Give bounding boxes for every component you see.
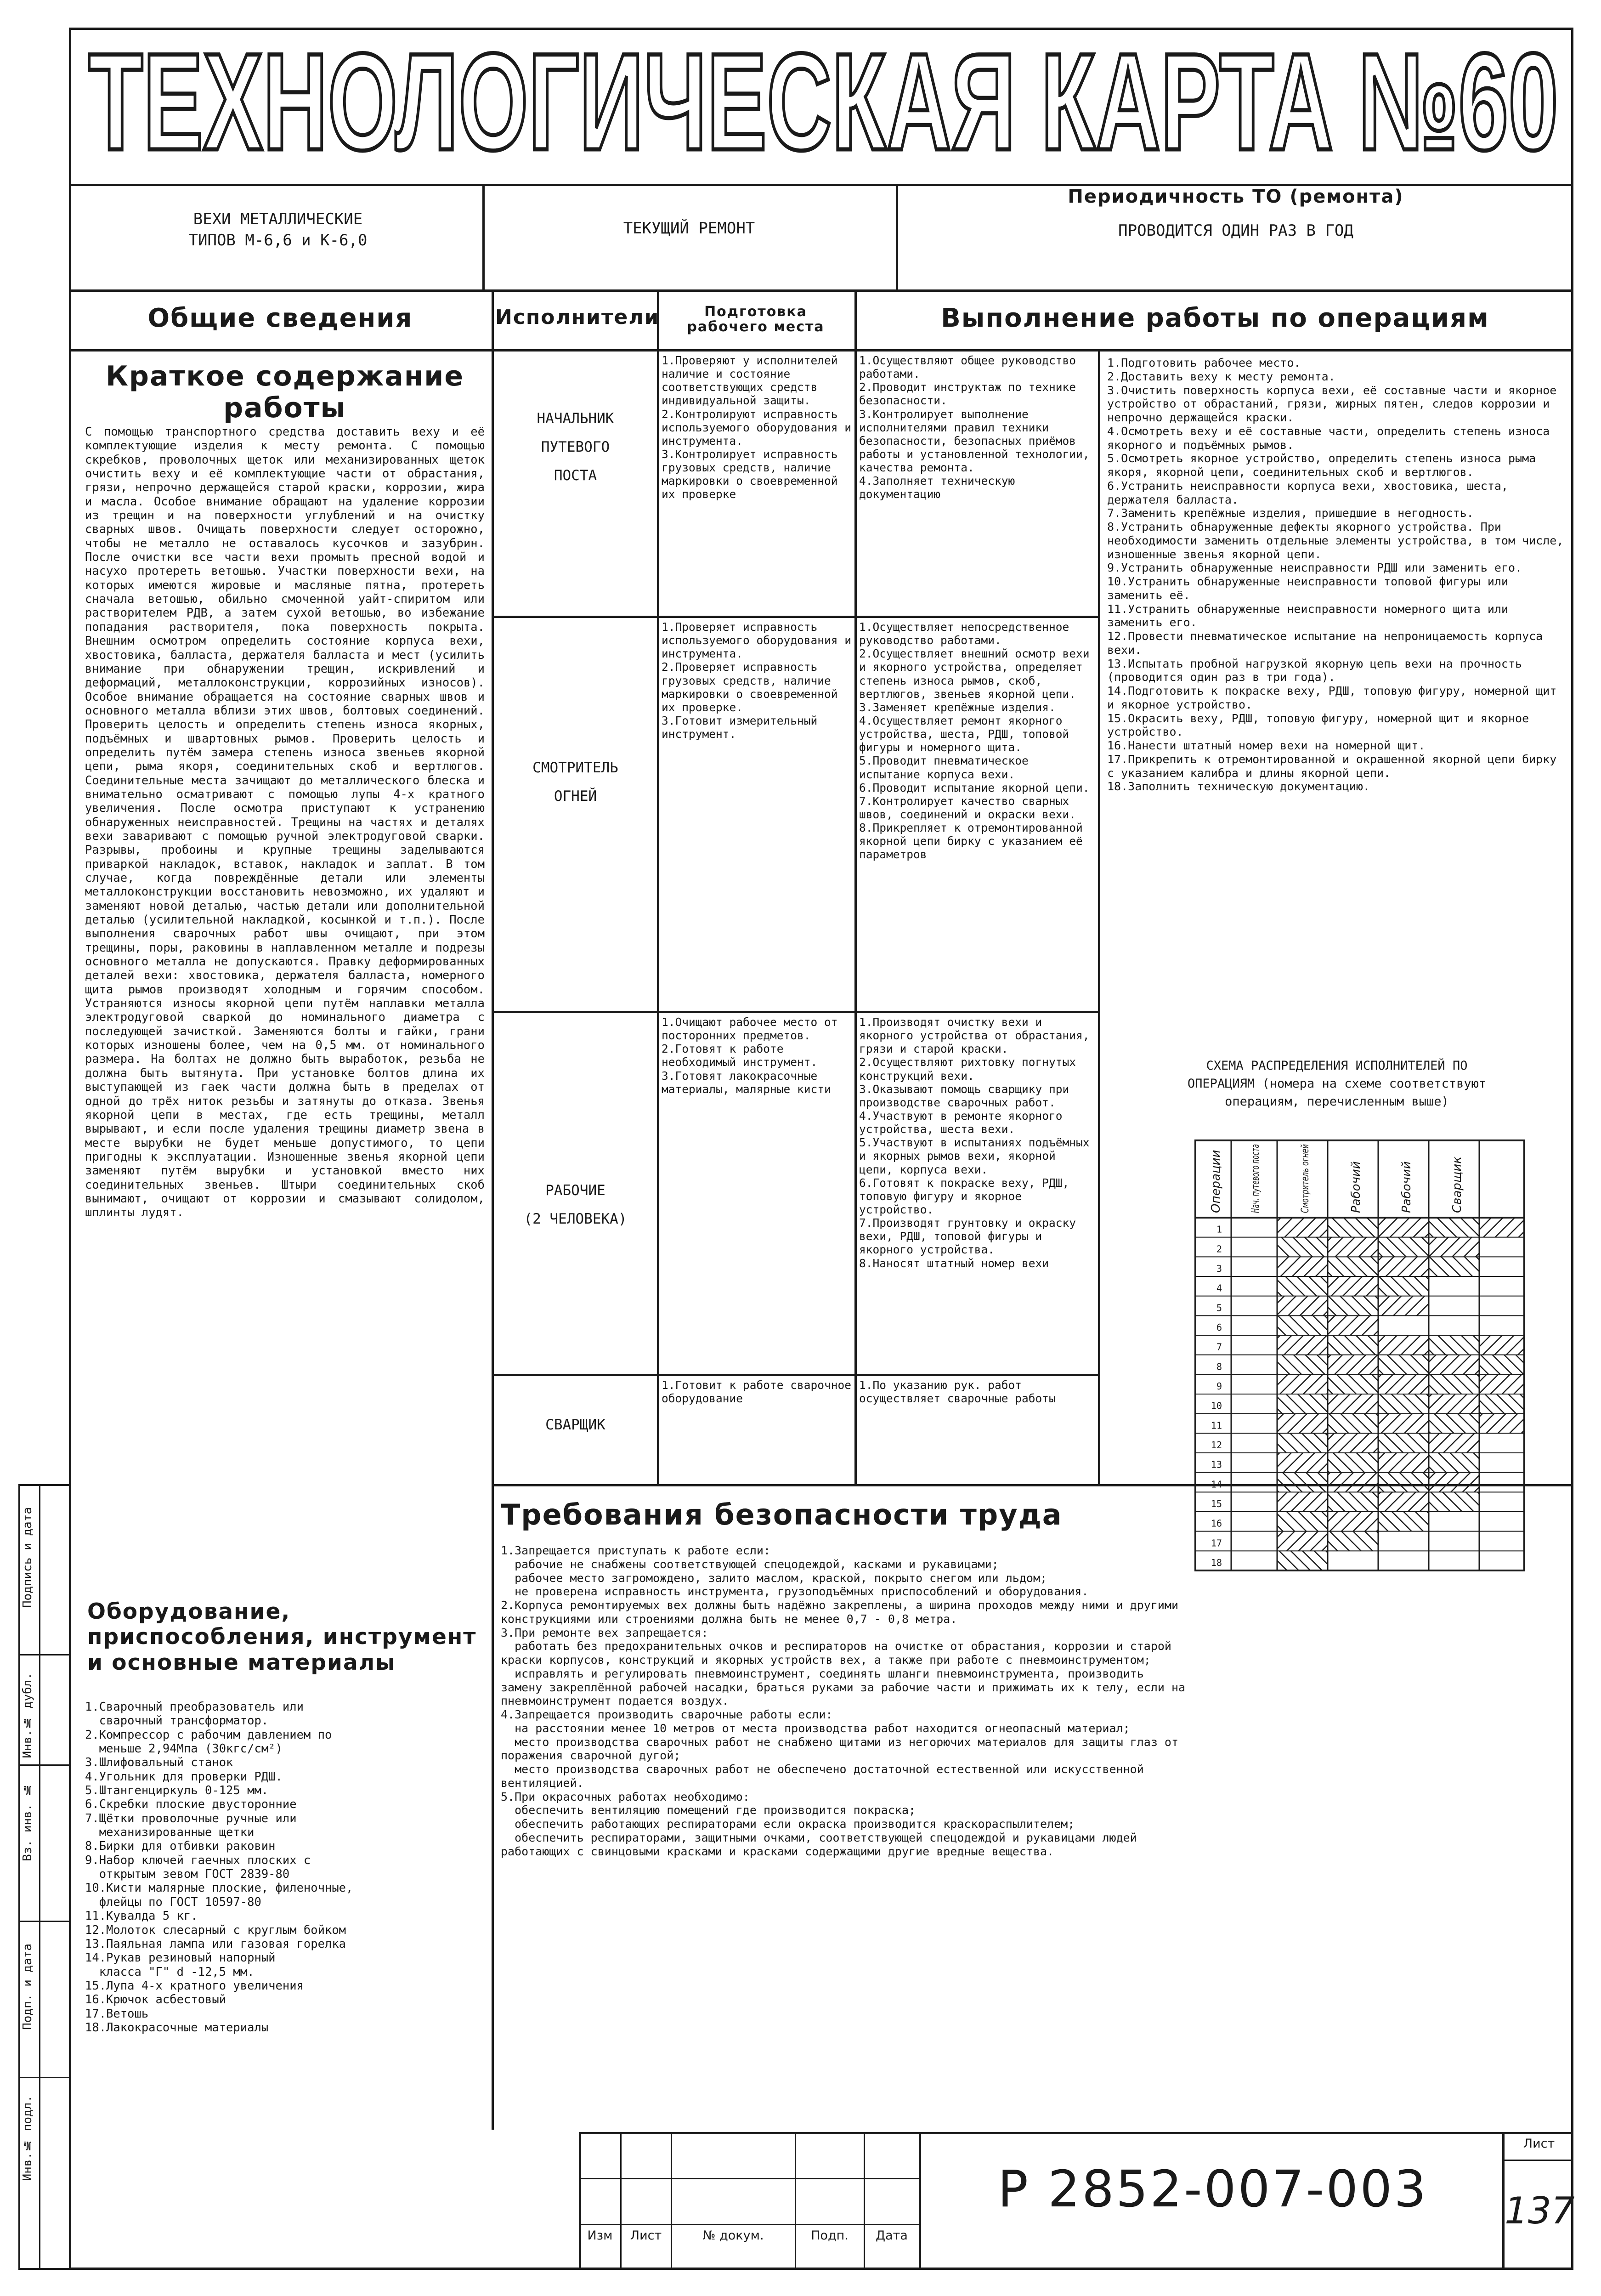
divider — [854, 289, 857, 1484]
page-title: ТЕХНОЛОГИЧЕСКАЯ КАРТА №60 — [88, 24, 1559, 179]
scheme-row-number: 6 — [1216, 1322, 1222, 1333]
operations-list: 1.Подготовить рабочее место. 2.Доставить веху к месту ремонта. 3.Очистить поверхность корпуса вехи, её составные части и якорное устройство от обрастаний, грязи, жирных пятен, следов коррозии и непрочно держащейся краски. 4.Осмотреть веху и её составные части, определить степень износа якорного и подъёмных рымов. 5.Осмотреть якорное устройство, определить степень износа рыма якоря, якорной цепи, соединительных скоб и вертлюгов. 6.Устранить неисправности корпуса вехи, хвостовика, шеста, держателя балласта. 7.Заменить крепёжные изделия, пришедшие в негодность. 8.Устранить обнаруженные дефекты якорного устройства. При необходимости заменить отдельные элементы устройства, в том числе, изношенные звенья якорной цепи. 9.Устранить обнаруженные неисправности РДШ или заменить его. 10.Устранить обнаруженные неисправности топовой фигуры или заменить её. 11.Устранить обнаруженные неисправности номерного щита или заменить его. 12.Провести пневматическое испытание на непроницаемость корпуса вехи. 13.Испытать пробной нагрузкой якорную цепь вехи на прочность (проводится один раз в три года). 14.Подготовить к покраске веху, РДШ, топовую фигуру, номерной щит и якорное устройство. 15.Окрасить веху, РДШ, топовую фигуру, номерной щит и якорное устройство. 16.Нанести штатный номер вехи на номерной щит. 17.Прикрепить к отремонтированной и окрашенной якорной цепи бирку с указанием калибра и длины якорной цепи. 18.Заполнить техническую документацию. — [1107, 356, 1564, 794]
scheme-row-number: 11 — [1211, 1420, 1222, 1431]
scheme-cell — [1378, 1237, 1429, 1257]
scheme-row-number: 14 — [1211, 1479, 1222, 1490]
divider — [492, 1374, 1098, 1376]
side-stamp-label: Инв.№ дубл. — [21, 1672, 34, 1758]
scheme-col-header: Рабочий — [1349, 1161, 1363, 1213]
scheme-row-number: 3 — [1216, 1263, 1222, 1274]
divider — [39, 1484, 40, 2270]
performer-role: СВАРЩИК — [545, 1417, 605, 1433]
performers-header: Исполнители — [495, 306, 660, 329]
scheme-cell — [1378, 1335, 1429, 1355]
scheme-row-number: 10 — [1211, 1400, 1222, 1412]
scheme-row-number: 13 — [1211, 1459, 1222, 1470]
scheme-cell — [1378, 1257, 1429, 1276]
scheme-col-header: Операции — [1209, 1150, 1223, 1213]
scheme-row-number: 15 — [1211, 1498, 1222, 1509]
scheme-cell — [1277, 1237, 1328, 1257]
preparation-header: Подготовка рабочего места — [687, 304, 825, 335]
scheme-cell — [1328, 1237, 1378, 1257]
scheme-cell — [1328, 1473, 1378, 1492]
periodicity-value: ПРОВОДИТСЯ ОДИН РАЗ В ГОД — [1118, 221, 1353, 240]
stamp-cell: Лист — [630, 2228, 662, 2243]
divider — [69, 349, 1573, 351]
scheme-cell — [1429, 1355, 1479, 1375]
divider — [579, 2132, 1573, 2134]
scheme-cell — [1328, 1531, 1378, 1551]
performer-exec: 1.По указанию рук. работ осуществляет сварочные работы — [859, 1378, 1056, 1406]
scheme-cell — [1277, 1335, 1328, 1355]
scheme-row-number: 17 — [1211, 1537, 1222, 1549]
side-stamp-label: Инв.№ подл. — [21, 2095, 34, 2181]
scheme-cell — [1277, 1473, 1328, 1492]
scheme-cell — [1277, 1414, 1328, 1434]
object-name: ВЕХИ МЕТАЛЛИЧЕСКИЕ ТИПОВ М-6,6 и К-6,0 — [188, 210, 368, 249]
scheme-cell — [1277, 1433, 1328, 1453]
performer-role: РАБОЧИЕ (2 ЧЕЛОВЕКА) — [524, 1182, 627, 1227]
scheme-cell — [1378, 1276, 1429, 1296]
performer-prep: 1.Проверяет исправность используемого оборудования и инструмента. 2.Проверяет исправность грузовых средств, наличие маркировки о своевременной их проверке. 3.Готовит измерительный инструмент. — [662, 620, 852, 741]
safety-text: 1.Запрещается приступать к работе если: рабочие не снабжены соответствующей спецодеждой, касками и рукавицами; рабочее место загромождено, залито маслом, краской, покрыто снегом или льдом; не проверена исправность инструмента, грузоподъёмных приспособлений и оборудования. 2.Корпуса ремонтируемых вех должны быть надёжно закреплены, а ширина проходов между ними и другими конструкциями или строениями должна быть не менее 0,7 - 0,8 метра. 3.При ремонте вех запрещается: работать без предохранительных очков и респираторов на очистке от обрастания, коррозии и старой краски корпусов, конструкций и якорных устройств вех, а также при работе с пневмоинструментом; исправлять и регулировать пневмоинструмент, соединять шланги пневмоинструмента, производить замену закреплённой рабочей насадки, браться руками за рабочие части и прижимать их к телу, если на пневмоинструмент подается воздух. 4.Запрещается производить сварочные работы если: на расстоянии менее 10 метров от места производства работ находится огнеопасный материал; место производства сварочных работ не снабжено щитами из негорючих материалов для защиты глаз от поражения сварочной дугой; место производства сварочных работ не обеспечено достаточной естественной или искусственной вентиляцией. 5.При окрасочных работах необходимо: обеспечить вентиляцию помещений где производится покраска; обеспечить работающих респираторами если окраска производится краскораспылителем; обеспечить респираторами, защитными очками, соответствующей спецодеждой и рукавицами людей работающих с свинцовыми красками и красками содержащими другие вредные вещества. — [501, 1544, 1186, 1858]
performer-exec: 1.Осуществляет непосредственное руководство работами. 2.Осуществляет внешний осмотр вехи и якорного устройства, определяет степень износа рымов, скоб, вертлюгов, звеньев якорной цепи. 3.Заменяет крепёжные изделия. 4.Осуществляет ремонт якорного устройства, шеста, РДШ, топовой фигуры и номерного щита. 5.Проводит пневматическое испытание корпуса вехи. 6.Проводит испытание якорной цепи. 7.Контролирует качество сварных швов, соединений и окраски вехи. 8.Прикрепляет к отремонтированной якорной цепи бирку с указанием её параметров — [859, 620, 1090, 862]
scheme-cell — [1277, 1374, 1328, 1394]
scheme-row-number: 16 — [1211, 1518, 1222, 1529]
scheme-cell — [1429, 1335, 1479, 1355]
scheme-row-number: 1 — [1216, 1224, 1222, 1235]
summary-text: С помощью транспортного средства доставить веху и её комплектующие изделия к месту ремонта. С помощью скребков, проволочных щеток или механизированных щеток очистить веху и её комплектующие части от обрастания, грязи, непрочно держащейся старой краски, коррозии, жира и масла. Особое внимание обращают на удаление коррозии из трещин и на поверхности углублений и на очистку сварных швов. Очищать поверхности следует осторожно, чтобы не металло не оставалось кусочков и зазубрин. После очистки все части вехи промыть пресной водой и насухо протереть ветошью. Участки поверхности вехи, на которых имеются жировые и масляные пятна, протереть сначала ветошью, обильно смоченной уайт-спиритом или растворителем РДВ, а затем сухой ветошью, во избежание попадания растворителя, пока поверхность покрыта. Внешним осмотром определить состояние корпуса вехи, хвостовика, балласта, держателя балласта и мест (усилить внимание при обнаружении трещин, искривлений и деформаций, металлоконструкции, коррозийных износов). Особое внимание обращается на состояние сварных швов и основного металла вблизи этих швов, болтовых соединений. Проверить целость и определить степень износа якорных, подъёмных и швартовных рымов. Проверить целость и определить путём замера степень износа звеньев якорной цепи, рыма якоря, соединительных скоб и вертлюгов. Соединительные места зачищают до металлического блеска и внимательно осматривают с помощью лупы 4-х кратного увеличения. После осмотра приступают к устранению обнаруженных неисправностей. Трещины на частях и деталях вехи заваривают с помощью ручной электродуговой сварки. Разрывы, пробоины и крупные трещины заделываются приваркой накладок, вставок, накладок и заплат. В том случае, когда повреждённые детали или элементы металлоконструкции восстановить невозможно, их удаляют и заменяют новой деталью, частью детали или дополнительной деталью (усилительной накладкой, косынкой и т.п.). После выполнения сварочных работ швы очищают, при этом трещины, поры, раковины в наплавленном металле и подрезы основного металла не допускаются. Правку деформированных деталей вехи: хвостовика, держателя балласта, номерного щита рымов производят холодным и горячим способом. Устраняются износы якорной цепи путём наплавки металла электродуговой сваркой до номинального диаметра с последующей зачисткой. Заменяются болты и гайки, грани которых изношены более, чем на 0,5 мм. от номинального размера. На болтах не должно быть выработок, резьба не должна быть вытянута. При установке болтов длина их выступающей из гаек части должна быть в пределах от одной до трёх ниток резьбы и затянуты до отказа. Звенья якорной цепи в местах, где есть трещины, металл вырывают, и если после удаления трещины диаметр звена в месте вырубки не будет меньше допустимого, то цепи пригодны к эксплуатации. Изношенные звенья якорной цепи заменяют путём вырубки и установкой вместо них соединительных звеньев. Штыри соединительных скоб вынимают, очищают от коррозии и смазывают солидолом, шплинты лудят. — [85, 425, 492, 1220]
scheme-cell — [1328, 1355, 1378, 1375]
stamp-cell: Подп. — [811, 2228, 849, 2243]
title-banner — [74, 24, 1573, 179]
doc-number: Р 2852-007-003 — [997, 2160, 1428, 2218]
scheme-cell — [1277, 1394, 1328, 1414]
divider — [919, 2132, 921, 2270]
scheme-cell — [1479, 1218, 1524, 1237]
scheme-cell — [1277, 1551, 1328, 1570]
scheme-cell — [1479, 1394, 1524, 1414]
general-header: Общие сведения — [147, 303, 413, 333]
divider — [18, 1921, 69, 1922]
scheme-cell — [1378, 1433, 1429, 1453]
stamp-cell: Дата — [876, 2228, 908, 2243]
scheme-row-number: 5 — [1216, 1302, 1222, 1314]
equipment-title: Оборудование, приспособления, инструмент и основные материалы — [87, 1599, 477, 1675]
scheme-cell — [1277, 1355, 1328, 1375]
scheme-cell — [1429, 1414, 1479, 1434]
divider — [795, 2132, 796, 2270]
performer-role: СМОТРИТЕЛЬ ОГНЕЙ — [532, 760, 618, 805]
divider — [18, 1764, 69, 1766]
divider — [864, 2132, 865, 2270]
scheme-cell — [1378, 1394, 1429, 1414]
scheme-cell — [1328, 1414, 1378, 1434]
scheme-cell — [1429, 1394, 1479, 1414]
scheme-row-number: 2 — [1216, 1243, 1222, 1255]
scheme-cell — [1328, 1374, 1378, 1394]
scheme-row-number: 4 — [1216, 1282, 1222, 1294]
scheme-row-number: 12 — [1211, 1440, 1222, 1451]
divider — [579, 2178, 919, 2179]
scheme-cell — [1277, 1531, 1328, 1551]
scheme-cell — [1429, 1453, 1479, 1473]
scheme-cell — [1429, 1237, 1479, 1257]
scheme-cell — [1328, 1315, 1378, 1335]
scheme-cell — [1328, 1335, 1378, 1355]
scheme-cell — [1328, 1453, 1378, 1473]
scheme-cell — [1277, 1315, 1328, 1335]
equipment-list: 1.Сварочный преобразователь или сварочный трансформатор. 2.Компрессор с рабочим давлением по меньше 2,94Мпа (30кгс/см²) 3.Шлифовальный станок 4.Угольник для проверки РДШ. 5.Штангенциркуль 0-125 мм. 6.Скребки плоские двусторонние 7.Щётки проволочные ручные или механизированные щетки 8.Бирки для отбивки раковин 9.Набор ключей гаечных плоских с открытым зевом ГОСТ 2839-80 10.Кисти малярные плоские, филеночные, флейцы по ГОСТ 10597-80 11.Кувалда 5 кг. 12.Молоток слесарный с круглым бойком 13.Паяльная лампа или газовая горелка 14.Рукав резиновый напорный класса "Г" d -12,5 мм. 15.Лупа 4-х кратного увеличения 16.Крючок асбестовый 17.Ветошь 18.Лакокрасочные материалы — [85, 1700, 353, 2035]
divider — [482, 184, 485, 289]
safety-title: Требования безопасности труда — [501, 1498, 1063, 1531]
scheme-cell — [1378, 1453, 1429, 1473]
scheme-cell — [1277, 1296, 1328, 1316]
execution-header: Выполнение работы по операциям — [941, 303, 1489, 333]
divider — [492, 1011, 1098, 1013]
scheme-row-number: 8 — [1216, 1361, 1222, 1372]
stamp-cell: № докум. — [702, 2228, 764, 2243]
divider — [1098, 349, 1100, 1484]
divider — [657, 289, 659, 1484]
scheme-row-number: 7 — [1216, 1341, 1222, 1353]
scheme-cell — [1378, 1218, 1429, 1237]
performer-prep: 1.Очищают рабочее место от посторонних предметов. 2.Готовят к работе необходимый инструмент. 3.Готовят лакокрасочные материалы, малярные кисти — [662, 1015, 838, 1096]
scheme-col-header: Сварщик — [1450, 1156, 1464, 1213]
divider — [492, 616, 1098, 618]
scheme-cell — [1378, 1473, 1429, 1492]
scheme-cell — [1378, 1296, 1429, 1316]
scheme-cell — [1479, 1374, 1524, 1394]
scheme-cell — [1277, 1257, 1328, 1276]
scheme-row-number: 18 — [1211, 1557, 1222, 1568]
scheme-cell — [1429, 1218, 1479, 1237]
scheme-caption: СХЕМА РАСПРЕДЕЛЕНИЯ ИСПОЛНИТЕЛЕЙ ПО ОПЕРАЦИЯМ (номера на схеме соответствуют операциям, перечисленным выше) — [1187, 1059, 1487, 1109]
scheme-cell — [1378, 1414, 1429, 1434]
scheme-cell — [1479, 1414, 1524, 1434]
divider — [18, 2077, 69, 2078]
stamp-cell: Изм — [587, 2228, 613, 2243]
performer-exec: 1.Осуществляют общее руководство работами. 2.Проводит инструктаж по технике безопасности. 3.Контролирует выполнение исполнителями правил техники безопасности, безопасных приёмов работы и установленной технологии, качества ремонта. 4.Заполняет техническую документацию — [859, 354, 1090, 501]
scheme-cell — [1378, 1355, 1429, 1375]
scheme-cell — [1328, 1276, 1378, 1296]
scheme-row-number: 9 — [1216, 1381, 1222, 1392]
performer-role: НАЧАЛЬНИК ПУТЕВОГО ПОСТА — [537, 410, 614, 484]
scheme-cell — [1378, 1374, 1429, 1394]
divider — [579, 2132, 581, 2270]
scheme-cell — [1277, 1218, 1328, 1237]
scheme-cell — [1328, 1394, 1378, 1414]
performer-prep: 1.Проверяют у исполнителей наличие и состояние соответствующих средств индивидуальной защиты. 2.Контролируют исправность используемого оборудования и инструмента. 3.Контролирует исправность грузовых средств, наличие маркировки о своевременной их проверке — [662, 354, 852, 501]
divider — [69, 289, 1573, 292]
summary-title: Краткое содержание работы — [105, 360, 464, 424]
scheme-cell — [1277, 1453, 1328, 1473]
performer-exec: 1.Производят очистку вехи и якорного устройства от обрастания, грязи и старой краски. 2.Осуществляют рихтовку погнутых конструкций вехи. 3.Оказывают помощь сварщику при производстве сварочных работ. 4.Участвуют в ремонте якорного устройства, шеста вехи. 5.Участвуют в испытаниях подъёмных и якорных рымов вехи, якорной цепи, корпуса вехи. 6.Готовят к покраске веху, РДШ, топовую фигуру и якорное устройство. 7.Производят грунтовку и окраску вехи, РДШ, топовой фигуры и якорного устройства. 8.Наносят штатный номер вехи — [859, 1015, 1090, 1270]
divider — [671, 2132, 672, 2270]
side-stamp-label: Подпись и дата — [21, 1507, 34, 1608]
scheme-cell — [1429, 1473, 1479, 1492]
scheme-cell — [1479, 1335, 1524, 1355]
scheme-cell — [1328, 1218, 1378, 1237]
divider — [18, 1654, 69, 1655]
work-type: ТЕКУЩИЙ РЕМОНТ — [623, 219, 755, 238]
scheme-cell — [1328, 1433, 1378, 1453]
scheme-col-header: Смотритель огней — [1300, 1114, 1311, 1213]
performer-prep: 1.Готовит к работе сварочное оборудование — [662, 1378, 858, 1406]
sheet-number: 137 — [1505, 2189, 1575, 2232]
scheme-cell — [1429, 1433, 1479, 1453]
side-stamp-label: Вз. инв. № — [21, 1783, 34, 1861]
scheme-cell — [1277, 1276, 1328, 1296]
scheme-cell — [1328, 1296, 1378, 1316]
divider — [492, 289, 494, 2130]
scheme-cell — [1479, 1355, 1524, 1375]
divider — [896, 184, 898, 289]
divider — [1502, 2160, 1573, 2161]
scheme-col-header: Рабочий — [1400, 1161, 1414, 1213]
scheme-cell — [1429, 1374, 1479, 1394]
side-stamp-label: Подп. и дата — [21, 1944, 34, 2030]
sheet-label: Лист — [1523, 2137, 1555, 2151]
scheme-cell — [1328, 1257, 1378, 1276]
periodicity-label: Периодичность ТО (ремонта) — [1068, 186, 1404, 207]
scheme-col-header: Нач. путевого поста — [1250, 1105, 1262, 1213]
divider — [620, 2132, 622, 2270]
scheme-cell — [1429, 1257, 1479, 1276]
divider — [579, 2224, 919, 2225]
